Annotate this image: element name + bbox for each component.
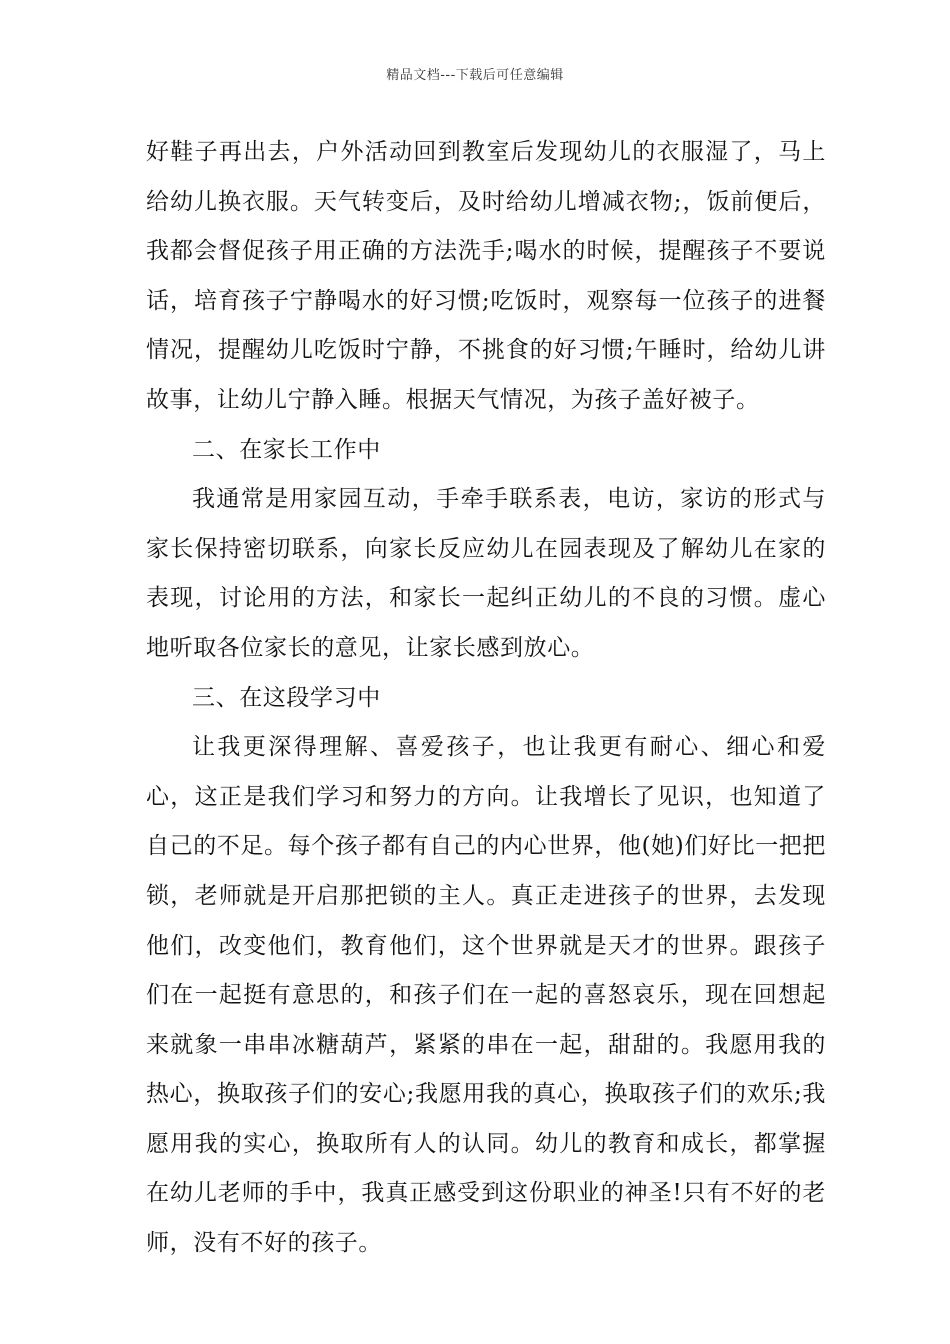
document-body	[146, 128, 826, 1269]
section-heading-learning: 三、在这段学习中	[192, 684, 381, 711]
paragraph-learning: 让我更深得理解、喜爱孩子，也让我更有耐心、细心和爱心，这正是我们学习和努力的方向。让我增长了见识，也知道了自己的不足。每个孩子都有自己的内心世界，他(她)们好比一把把锁，老师就是开启那把锁的主人。真正走进孩子的世界，去发现他们，改变他们，教育他们，这个世界就是天才的世界。跟孩子们在一起挺有意思的，和孩子们在一起的喜怒哀乐，现在回想起来就象一串串冰糖葫芦，紧紧的串在一起，甜甜的。我愿用我的热心，换取孩子们的安心;我愿用我的真心，换取孩子们的欢乐;我愿用我的实心，换取所有人的认同。幼儿的教育和成长，都掌握在幼儿老师的手中，我真正感受到这份职业的神圣!只有不好的老师，没有不好的孩子。	[146, 734, 826, 1257]
section-heading-parents: 二、在家长工作中	[192, 436, 381, 463]
paragraph-parents: 我通常是用家园互动，手牵手联系表，电访，家访的形式与家长保持密切联系，向家长反应幼儿在园表现及了解幼儿在家的表现，讨论用的方法，和家长一起纠正幼儿的不良的习惯。虚心地听取各位家长的意见，让家长感到放心。	[146, 486, 826, 661]
paragraph-continuation: 好鞋子再出去，户外活动回到教室后发现幼儿的衣服湿了，马上给幼儿换衣服。天气转变后，及时给幼儿增减衣物;，饭前便后，我都会督促孩子用正确的方法洗手;喝水的时候，提醒孩子不要说话，培育孩子宁静喝水的好习惯;吃饭时，观察每一位孩子的进餐情况，提醒幼儿吃饭时宁静，不挑食的好习惯;午睡时，给幼儿讲故事，让幼儿宁静入睡。根据天气情况，为孩子盖好被子。	[146, 139, 826, 413]
page-header: 精品文档---下载后可任意编辑	[386, 68, 564, 83]
